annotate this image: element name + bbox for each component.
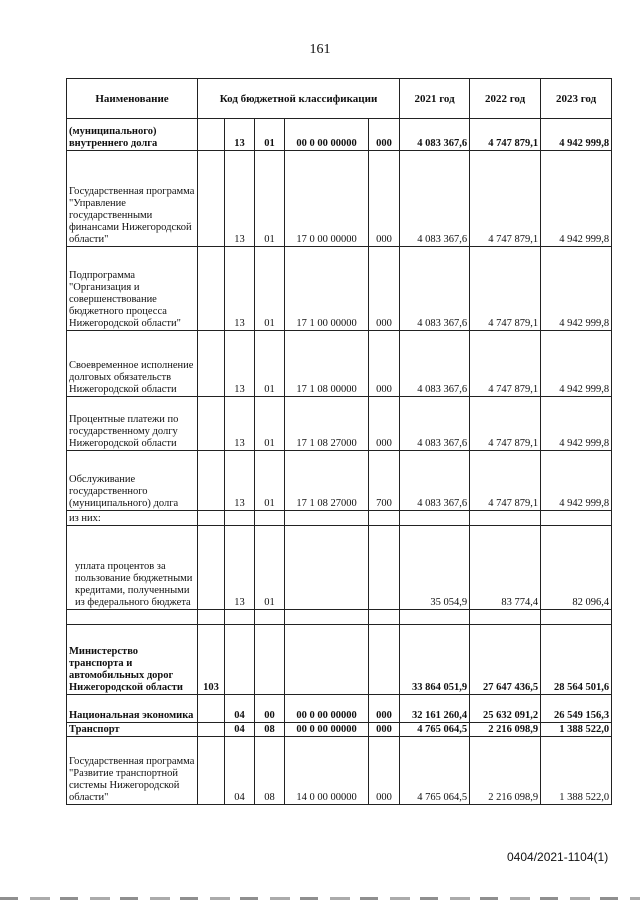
cell-target	[285, 610, 369, 625]
cell-expense: 000	[369, 151, 400, 247]
cell-y2023	[541, 511, 612, 526]
cell-y2022: 25 632 091,2	[470, 695, 541, 723]
cell-section: 13	[225, 397, 255, 451]
cell-name: из них:	[67, 511, 198, 526]
cell-name: Государственная программа "Развитие транспортной системы Нижегородской области"	[67, 737, 198, 805]
cell-section: 13	[225, 526, 255, 610]
cell-subsection: 01	[255, 331, 285, 397]
cell-y2023: 1 388 522,0	[541, 723, 612, 737]
cell-y2022	[470, 610, 541, 625]
cell-subsection: 00	[255, 695, 285, 723]
cell-target: 17 0 00 00000	[285, 151, 369, 247]
cell-section: 04	[225, 737, 255, 805]
cell-ministry	[198, 451, 225, 511]
header-name: Наименование	[67, 79, 198, 119]
cell-target	[285, 625, 369, 695]
cell-target: 00 0 00 00000	[285, 119, 369, 151]
table-row	[67, 451, 612, 511]
cell-section	[225, 625, 255, 695]
cell-y2021: 4 083 367,6	[400, 119, 470, 151]
cell-y2022: 27 647 436,5	[470, 625, 541, 695]
cell-expense: 000	[369, 119, 400, 151]
budget-table	[66, 78, 612, 805]
cell-y2021: 4 083 367,6	[400, 247, 470, 331]
cell-name: Обслуживание государственного (муниципального) долга	[67, 451, 198, 511]
cell-y2023: 4 942 999,8	[541, 247, 612, 331]
cell-ministry	[198, 511, 225, 526]
table-row	[67, 526, 612, 610]
cell-target	[285, 526, 369, 610]
cell-section: 04	[225, 723, 255, 737]
cell-y2021: 4 765 064,5	[400, 723, 470, 737]
cell-section: 13	[225, 331, 255, 397]
cell-name: Государственная программа "Управление государственными финансами Нижегородской области"	[67, 151, 198, 247]
cell-y2022: 4 747 879,1	[470, 119, 541, 151]
cell-expense: 000	[369, 397, 400, 451]
cell-subsection	[255, 511, 285, 526]
cell-subsection	[255, 610, 285, 625]
cell-y2022: 4 747 879,1	[470, 151, 541, 247]
cell-subsection	[255, 625, 285, 695]
cell-y2022	[470, 511, 541, 526]
table-row	[67, 247, 612, 331]
cell-y2023	[541, 610, 612, 625]
header-2023: 2023 год	[541, 79, 612, 119]
cell-y2021: 33 864 051,9	[400, 625, 470, 695]
cell-target: 00 0 00 00000	[285, 723, 369, 737]
table-row	[67, 397, 612, 451]
cell-name: Подпрограмма "Организация и совершенствование бюджетного процесса Нижегородской области"	[67, 247, 198, 331]
table-row	[67, 331, 612, 397]
table-row	[67, 610, 612, 625]
cell-y2021: 4 765 064,5	[400, 737, 470, 805]
table-row	[67, 737, 612, 805]
table-row	[67, 695, 612, 723]
cell-ministry	[198, 247, 225, 331]
cell-name: Процентные платежи по государственному долгу Нижегородской области	[67, 397, 198, 451]
cell-target	[285, 511, 369, 526]
cell-y2023: 4 942 999,8	[541, 119, 612, 151]
cell-subsection: 08	[255, 737, 285, 805]
cell-y2023: 28 564 501,6	[541, 625, 612, 695]
cell-expense: 000	[369, 723, 400, 737]
cell-y2021: 4 083 367,6	[400, 331, 470, 397]
table-row	[67, 625, 612, 695]
cell-section: 13	[225, 247, 255, 331]
cell-target: 00 0 00 00000	[285, 695, 369, 723]
cell-ministry	[198, 119, 225, 151]
cell-section	[225, 610, 255, 625]
cell-expense	[369, 610, 400, 625]
cell-ministry	[198, 151, 225, 247]
cell-subsection: 01	[255, 151, 285, 247]
cell-target: 17 1 00 00000	[285, 247, 369, 331]
cell-y2023: 1 388 522,0	[541, 737, 612, 805]
cell-y2022: 83 774,4	[470, 526, 541, 610]
header-2022: 2022 год	[470, 79, 541, 119]
table-header-row	[67, 79, 612, 119]
cell-y2022: 4 747 879,1	[470, 331, 541, 397]
cell-y2023: 4 942 999,8	[541, 451, 612, 511]
cell-section: 13	[225, 119, 255, 151]
header-code: Код бюджетной классификации	[198, 79, 400, 119]
cell-expense: 000	[369, 737, 400, 805]
table-row	[67, 151, 612, 247]
cell-y2021	[400, 511, 470, 526]
cell-subsection: 01	[255, 451, 285, 511]
header-2021: 2021 год	[400, 79, 470, 119]
cell-name: Национальная экономика	[67, 695, 198, 723]
cell-y2023: 4 942 999,8	[541, 151, 612, 247]
cell-target: 17 1 08 27000	[285, 397, 369, 451]
cell-ministry: 103	[198, 625, 225, 695]
table-row	[67, 119, 612, 151]
page-number: 161	[309, 42, 331, 57]
cell-y2023: 26 549 156,3	[541, 695, 612, 723]
cell-expense	[369, 526, 400, 610]
cell-name: (муниципального) внутреннего долга	[67, 119, 198, 151]
cell-expense: 000	[369, 695, 400, 723]
cell-target: 14 0 00 00000	[285, 737, 369, 805]
cell-y2021: 35 054,9	[400, 526, 470, 610]
cell-name: Транспорт	[67, 723, 198, 737]
cell-y2022: 2 216 098,9	[470, 737, 541, 805]
cell-y2022: 4 747 879,1	[470, 451, 541, 511]
cell-y2021	[400, 610, 470, 625]
cell-y2022: 4 747 879,1	[470, 247, 541, 331]
cell-expense	[369, 625, 400, 695]
cell-expense: 700	[369, 451, 400, 511]
cell-y2023: 4 942 999,8	[541, 397, 612, 451]
cell-expense	[369, 511, 400, 526]
cell-section: 04	[225, 695, 255, 723]
cell-ministry	[198, 610, 225, 625]
cell-section: 13	[225, 151, 255, 247]
table-row	[67, 723, 612, 737]
cell-section: 13	[225, 451, 255, 511]
cell-subsection: 01	[255, 526, 285, 610]
cell-y2021: 4 083 367,6	[400, 451, 470, 511]
cell-y2021: 32 161 260,4	[400, 695, 470, 723]
cell-ministry	[198, 331, 225, 397]
cell-y2023: 4 942 999,8	[541, 331, 612, 397]
cell-expense: 000	[369, 247, 400, 331]
cell-section	[225, 511, 255, 526]
cell-target: 17 1 08 00000	[285, 331, 369, 397]
cell-y2023: 82 096,4	[541, 526, 612, 610]
table-row	[67, 511, 612, 526]
document-code: 0404/2021-1104(1)	[507, 850, 609, 864]
cell-target: 17 1 08 27000	[285, 451, 369, 511]
cell-ministry	[198, 526, 225, 610]
cell-subsection: 01	[255, 397, 285, 451]
cell-expense: 000	[369, 331, 400, 397]
cell-name	[67, 610, 198, 625]
cell-name: Своевременное исполнение долговых обязательств Нижегородской области	[67, 331, 198, 397]
cell-ministry	[198, 723, 225, 737]
cell-y2021: 4 083 367,6	[400, 397, 470, 451]
scan-edge-artifact	[0, 897, 640, 900]
cell-ministry	[198, 397, 225, 451]
cell-y2021: 4 083 367,6	[400, 151, 470, 247]
cell-ministry	[198, 737, 225, 805]
cell-subsection: 01	[255, 119, 285, 151]
cell-y2022: 2 216 098,9	[470, 723, 541, 737]
cell-ministry	[198, 695, 225, 723]
cell-name: Министерство транспорта и автомобильных дорог Нижегородской области	[67, 625, 198, 695]
cell-name: уплата процентов за пользование бюджетными кредитами, полученными из федерального бюджета	[67, 526, 198, 610]
cell-y2022: 4 747 879,1	[470, 397, 541, 451]
cell-subsection: 08	[255, 723, 285, 737]
cell-subsection: 01	[255, 247, 285, 331]
